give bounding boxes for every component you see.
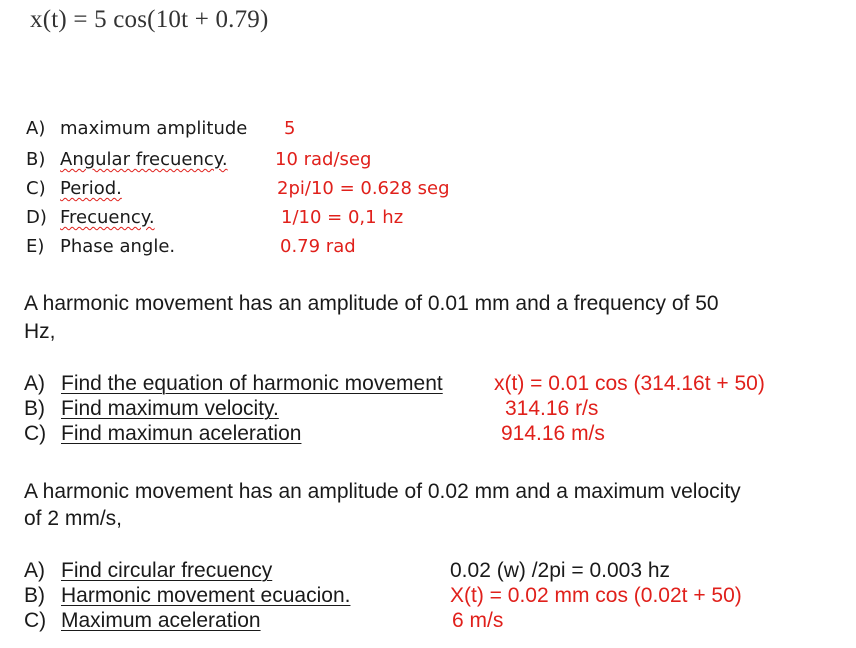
problem3-item-a-letter: A) (24, 559, 45, 582)
problem3-item-b-letter: B) (24, 584, 45, 607)
problem2-item-b-letter: B) (24, 397, 45, 420)
problem2-item-b-answer: 314.16 r/s (505, 397, 599, 420)
part1-item-e-answer: 0.79 rad (280, 236, 356, 257)
part1-item-d-answer: 1/10 = 0,1 hz (281, 207, 404, 228)
part1-item-d-letter: D) (26, 207, 47, 228)
part1-item-c-answer: 2pi/10 = 0.628 seg (277, 178, 450, 199)
part1-item-a-answer: 5 (284, 118, 296, 139)
part1-item-b-letter: B) (26, 149, 46, 170)
problem3-item-c-letter: C) (24, 609, 47, 632)
part1-item-e-letter: E) (26, 236, 45, 257)
part1-item-b-answer: 10 rad/seg (275, 149, 372, 170)
problem3-statement-line1: A harmonic movement has an amplitude of 0.02 mm and a maximum velocity (24, 480, 741, 503)
part1-item-e-label: Phase angle. (60, 236, 176, 257)
problem2-item-c-letter: C) (24, 422, 47, 445)
part1-item-d-label: Frecuency. (60, 207, 155, 228)
part1-item-c-letter: C) (26, 178, 46, 199)
problem2-statement-line2: Hz, (24, 320, 56, 343)
problem2-item-b-label: Find maximum velocity. (61, 397, 279, 420)
problem3-item-b-answer: X(t) = 0.02 mm cos (0.02t + 50) (450, 584, 742, 607)
problem3-statement-line2: of 2 mm/s, (24, 507, 123, 530)
problem2-item-c-label: Find maximun aceleration (61, 422, 302, 445)
problem2-item-c-answer: 914.16 m/s (501, 422, 605, 445)
problem3-item-c-label: Maximum aceleration (61, 609, 261, 632)
part1-item-a-label: maximum amplitude (60, 118, 248, 139)
part1-item-c-label: Period. (60, 178, 122, 199)
problem2-item-a-letter: A) (24, 372, 45, 395)
problem2-item-a-label: Find the equation of harmonic movement (61, 372, 443, 395)
part1-item-a-letter: A) (26, 118, 46, 139)
equation-heading: x(t) = 5 cos(10t + 0.79) (30, 6, 269, 33)
problem2-item-a-answer: x(t) = 0.01 cos (314.16t + 50) (494, 372, 765, 395)
problem2-statement-line1: A harmonic movement has an amplitude of 0.01 mm and a frequency of 50 (24, 292, 719, 315)
problem3-item-c-answer: 6 m/s (452, 609, 504, 632)
part1-item-b-label: Angular frecuency. (60, 149, 228, 170)
problem3-item-a-label: Find circular frecuency (61, 559, 273, 582)
problem3-item-a-answer: 0.02 (w) /2pi = 0.003 hz (450, 559, 671, 582)
problem3-item-b-label: Harmonic movement ecuacion. (61, 584, 351, 607)
